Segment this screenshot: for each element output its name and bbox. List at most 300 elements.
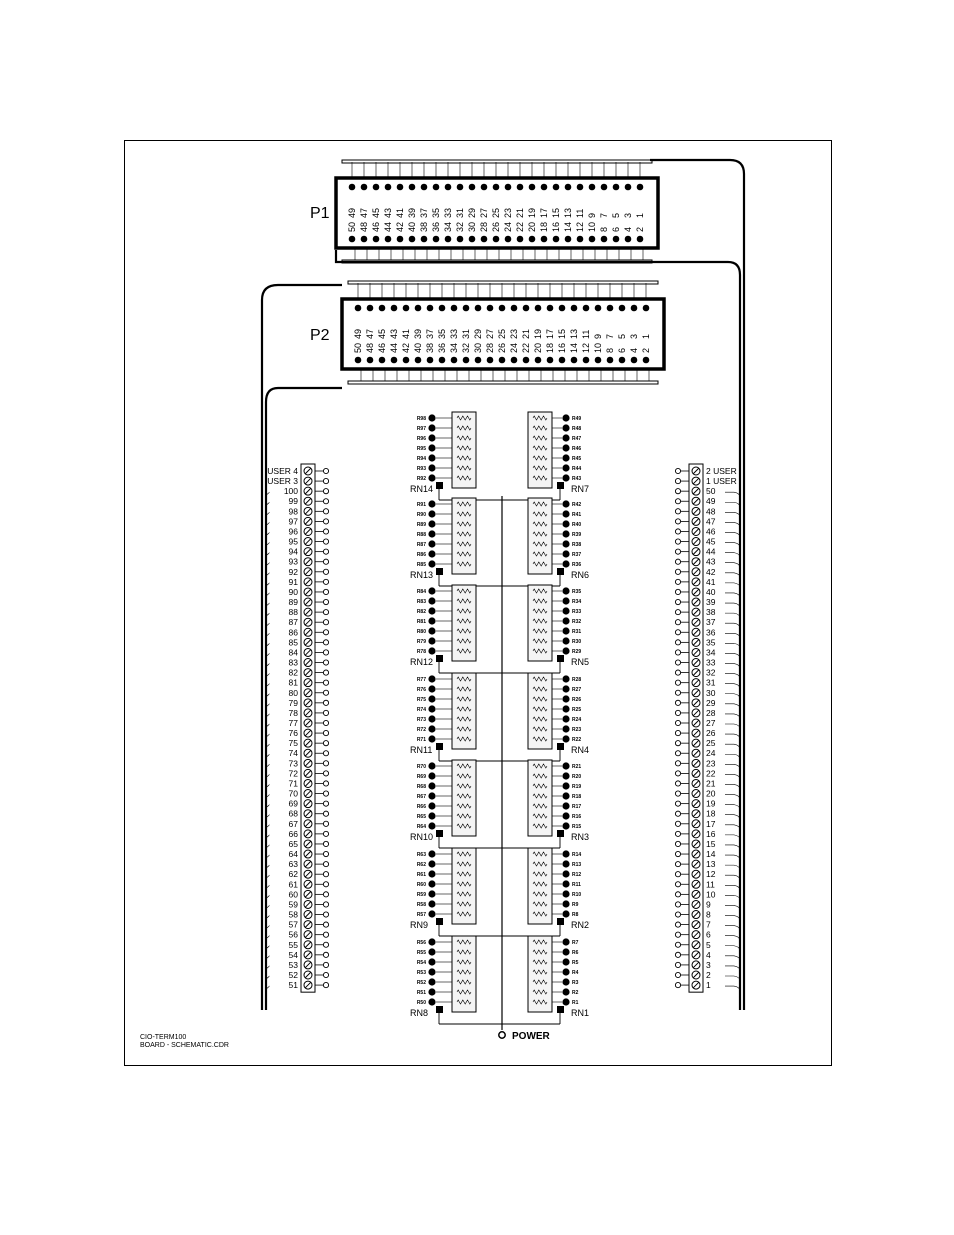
pin-label-R72: R72 [416,727,426,733]
rn-label-RN1: RN1 [571,1008,590,1018]
pin-pad-R17 [562,802,569,809]
pin-pad-R18 [562,792,569,799]
pin-label-R71: R71 [416,737,426,743]
rn-package [528,936,552,1012]
terminal-label-43: 43 [706,556,716,567]
pin-20-dot [535,357,542,364]
cable-wire [725,674,740,679]
pin-35-label: 35 [431,207,441,218]
rn-package [528,498,552,574]
test-point [323,932,328,937]
pin-27-dot [487,305,494,312]
pin-46-label: 46 [377,342,387,353]
pin-label-R15: R15 [572,824,582,830]
test-point [675,489,680,494]
test-point [675,862,680,867]
pin-31-dot [457,184,464,191]
pin-label-R6: R6 [572,950,579,956]
cable-wire [725,956,740,961]
pin-label-R22: R22 [572,737,582,743]
rn-common-pin [436,1006,443,1013]
pin-label-R86: R86 [416,552,426,558]
pin-7-dot [607,305,614,312]
pin-pad-R21 [562,762,569,769]
pin-49-label: 49 [353,328,363,339]
resistor-network-RN4 [502,673,589,761]
terminal-label-35: 35 [706,637,716,648]
cable-wire [725,905,740,910]
terminal-label-67: 67 [288,818,298,829]
pin-pad-R40 [562,520,569,527]
pin-44-dot [385,236,392,243]
pin-14-label: 14 [569,342,579,353]
pin-label-R24: R24 [572,717,582,723]
test-point [323,569,328,574]
cable-wire [725,724,740,729]
pin-pad-R87 [428,540,435,547]
pin-30-dot [475,357,482,364]
terminal-label-33: 33 [706,657,716,668]
pin-49-label: 49 [347,207,357,218]
pin-pad-R77 [428,675,435,682]
terminal-label-42: 42 [706,566,716,577]
pin-34-label: 34 [443,221,453,232]
pin-37-label: 37 [419,207,429,218]
pin-pad-R10 [562,890,569,897]
pin-18-dot [547,357,554,364]
terminal-label-55: 55 [288,939,298,950]
pin-label-R53: R53 [416,970,426,976]
cable-wire [725,926,740,931]
pin-pad-R26 [562,695,569,702]
pin-1-label: 1 [641,333,651,339]
pin-pad-R98 [428,414,435,421]
test-point [323,791,328,796]
test-point [675,499,680,504]
pin-22-label: 22 [521,342,531,353]
terminal-label-98: 98 [288,506,298,517]
pin-pad-R2 [562,988,569,995]
test-point [323,972,328,977]
test-point [675,902,680,907]
pin-label-R47: R47 [572,436,582,442]
pin-label-R83: R83 [416,599,426,605]
pin-pad-R12 [562,870,569,877]
pin-label-R14: R14 [572,852,582,858]
pin-pad-R16 [562,812,569,819]
pin-31-label: 31 [455,207,465,218]
pin-33-dot [445,184,452,191]
pin-label-R44: R44 [572,466,582,472]
pin-label-R11: R11 [572,882,581,888]
terminal-label-23: 23 [706,758,716,769]
pin-label-R56: R56 [416,940,426,946]
pin-pad-R75 [428,695,435,702]
test-point [323,589,328,594]
ribbon-top-edge [348,281,658,284]
terminal-label-28: 28 [706,707,716,718]
pin-43-dot [385,184,392,191]
pin-pad-R81 [428,617,435,624]
pin-11-label: 11 [581,329,591,339]
rn-label-RN6: RN6 [571,570,590,580]
terminal-label-27: 27 [706,718,716,728]
pin-label-R45: R45 [572,456,582,462]
pin-label-R55: R55 [416,950,426,956]
cable-wire [725,664,740,669]
terminal-label-9: 9 [706,899,711,910]
pin-8-label: 8 [599,226,609,232]
pin-pad-R29 [562,647,569,654]
ribbon-bottom-edge [348,381,658,384]
pin-12-label: 12 [575,221,585,232]
test-point [675,841,680,846]
pin-29-label: 29 [467,207,477,218]
cable-wire [725,774,740,779]
terminal-label-53: 53 [288,959,298,970]
pin-pad-R6 [562,948,569,955]
test-point [323,912,328,917]
terminal-label-38: 38 [706,607,716,618]
pin-13-label: 13 [563,207,573,218]
terminal-label-22: 22 [706,768,716,779]
test-point [323,640,328,645]
ribbon-cables [262,160,744,1010]
pin-label-R78: R78 [416,649,426,655]
pin-15-dot [559,305,566,312]
rn-common-pin [557,482,564,489]
pin-pad-R62 [428,860,435,867]
test-point [675,771,680,776]
pin-15-label: 15 [551,207,561,218]
pin-41-dot [397,184,404,191]
resistor-network-RN6 [502,498,589,586]
rn-label-RN11: RN11 [410,745,433,755]
pin-label-R46: R46 [572,446,582,452]
resistor-network-RN9 [410,848,502,936]
test-point [323,741,328,746]
rn-package [528,673,552,749]
pin-label-R54: R54 [416,960,426,966]
terminal-label-62: 62 [288,869,298,880]
pin-pad-R78 [428,647,435,654]
terminal-label-48: 48 [706,506,716,517]
pin-pad-R90 [428,510,435,517]
cable-wire [725,835,740,840]
cable-wire [725,865,740,870]
pin-label-R79: R79 [416,639,426,645]
pin-pad-R42 [562,500,569,507]
pin-label-R17: R17 [572,804,582,810]
pin-42-dot [403,357,410,364]
pin-8-dot [607,357,614,364]
pin-24-label: 24 [509,342,519,353]
test-point [675,831,680,836]
pin-16-label: 16 [557,342,567,353]
pin-pad-R85 [428,560,435,567]
pin-41-dot [403,305,410,312]
test-point [675,801,680,806]
terminal-label-26: 26 [706,728,716,739]
test-point [323,539,328,544]
pin-label-R77: R77 [416,677,426,683]
test-point [675,700,680,705]
pin-26-dot [499,357,506,364]
pin-3-label: 3 [629,333,639,339]
test-point [675,610,680,615]
terminal-label-85: 85 [288,637,298,648]
pin-33-label: 33 [443,207,453,218]
cable-wire [725,764,740,769]
test-point [323,841,328,846]
test-point [323,650,328,655]
cable-wire [725,653,740,658]
pin-label-R40: R40 [572,522,582,528]
pin-pad-R50 [428,998,435,1005]
pin-label-R43: R43 [572,476,582,482]
pin-39-dot [415,305,422,312]
test-point [675,872,680,877]
pin-label-R84: R84 [416,589,426,595]
power-test-point [499,1032,505,1038]
terminal-label-49: 49 [706,496,716,507]
test-point [675,811,680,816]
pin-pad-R43 [562,474,569,481]
pin-label-R58: R58 [416,902,426,908]
pin-label-R21: R21 [572,764,582,770]
pin-24-dot [505,236,512,243]
test-point [323,962,328,967]
terminal-label-29: 29 [706,697,716,708]
pin-13-label: 13 [569,328,579,339]
pin-label-R29: R29 [572,649,582,655]
resistor-network-RN2 [502,848,589,936]
pin-label-R90: R90 [416,512,426,518]
terminal-label-7: 7 [706,919,711,930]
terminal-label-88: 88 [288,607,298,618]
cable-wire [725,754,740,759]
cable-wire [725,684,740,689]
pin-label-R2: R2 [572,990,579,996]
terminal-label-11: 11 [706,879,715,890]
pin-45-label: 45 [371,207,381,218]
test-point [323,902,328,907]
terminal-label-70: 70 [288,788,298,799]
pin-46-label: 46 [371,221,381,232]
test-point [323,620,328,625]
pin-36-dot [433,236,440,243]
pin-label-R27: R27 [572,687,582,693]
terminal-label-18: 18 [706,808,716,819]
terminal-label-2 USER: 2 USER [706,466,737,476]
terminal-label-34: 34 [706,647,716,658]
pin-18-label: 18 [539,221,549,232]
ribbon-top-edge [342,160,652,163]
rn-label-RN9: RN9 [410,920,429,930]
pin-33-dot [451,305,458,312]
cable-wire [725,573,740,578]
pin-pad-R28 [562,675,569,682]
pin-32-label: 32 [461,342,471,353]
pin-label-R41: R41 [572,512,582,518]
pin-label-R59: R59 [416,892,426,898]
pin-pad-R27 [562,685,569,692]
pin-pad-R47 [562,434,569,441]
pin-1-dot [637,184,644,191]
pin-30-dot [469,236,476,243]
pin-label-R28: R28 [572,677,582,683]
test-point [675,710,680,715]
pin-pad-R20 [562,772,569,779]
rn-label-RN3: RN3 [571,832,590,842]
terminal-label-5: 5 [706,939,711,950]
test-point [675,620,680,625]
pin-pad-R5 [562,958,569,965]
cable-wire [725,784,740,789]
test-point [323,630,328,635]
pin-label-R95: R95 [416,446,426,452]
pin-15-label: 15 [557,328,567,339]
pin-12-dot [583,357,590,364]
pin-49-dot [349,184,356,191]
test-point [675,912,680,917]
pin-label-R35: R35 [572,589,582,595]
test-point [323,700,328,705]
test-point [323,549,328,554]
pin-10-dot [595,357,602,364]
test-point [323,801,328,806]
pin-10-label: 10 [593,342,603,353]
pin-label-R50: R50 [416,1000,426,1006]
rn-label-RN4: RN4 [571,745,590,755]
pin-pad-R56 [428,938,435,945]
terminal-label-32: 32 [706,667,716,678]
pin-48-dot [367,357,374,364]
terminal-label-91: 91 [288,576,298,587]
pin-47-dot [367,305,374,312]
terminal-label-92: 92 [288,566,298,577]
pin-label-R69: R69 [416,774,426,780]
pin-29-dot [469,184,476,191]
pin-10-dot [589,236,596,243]
terminal-label-46: 46 [706,526,716,537]
pin-pad-R49 [562,414,569,421]
pin-pad-R44 [562,464,569,471]
terminal-label-16: 16 [706,828,716,839]
pin-label-R7: R7 [572,940,579,946]
terminal-label-64: 64 [288,849,298,860]
pin-label-R87: R87 [416,542,426,548]
pin-37-dot [427,305,434,312]
pin-3-dot [625,184,632,191]
pin-pad-R96 [428,434,435,441]
pin-23-dot [505,184,512,191]
terminal-label-25: 25 [706,738,716,749]
resistor-network-RN12 [410,585,502,673]
pin-34-label: 34 [449,342,459,353]
terminal-label-USER 3: USER 3 [267,476,298,487]
pin-label-R38: R38 [572,542,582,548]
pin-43-label: 43 [389,328,399,339]
cable-wire [725,966,740,971]
terminal-label-90: 90 [288,586,298,597]
pin-26-label: 26 [491,221,501,232]
test-point [675,519,680,524]
rn-label-RN2: RN2 [571,920,590,930]
test-point [675,922,680,927]
pin-5-label: 5 [617,333,627,339]
test-point [675,640,680,645]
pin-label-R51: R51 [416,990,426,996]
test-point [323,892,328,897]
pin-label-R82: R82 [416,609,426,615]
resistor-network-RN5 [502,585,589,673]
pin-1-dot [643,305,650,312]
pin-2-label: 2 [635,226,645,232]
pin-label-R19: R19 [572,784,582,790]
pin-43-label: 43 [383,207,393,218]
pin-label-R81: R81 [416,619,426,625]
rn-package [528,585,552,661]
test-point [675,559,680,564]
pin-pad-R74 [428,705,435,712]
test-point [323,781,328,786]
terminal-label-6: 6 [706,929,711,940]
terminal-label-50: 50 [706,486,716,497]
cable-wire [725,815,740,820]
terminal-label-4: 4 [706,949,711,960]
resistor-network-RN1 [502,936,589,1024]
pin-pad-R54 [428,958,435,965]
pin-label-R65: R65 [416,814,426,820]
terminal-label-19: 19 [706,798,716,809]
pin-pad-R57 [428,910,435,917]
pin-10-label: 10 [587,221,597,232]
pin-pad-R15 [562,822,569,829]
terminal-label-54: 54 [288,949,298,960]
test-point [675,730,680,735]
terminal-label-79: 79 [288,697,298,708]
pin-36-label: 36 [431,221,441,232]
cable-wire [725,593,740,598]
terminal-label-12: 12 [706,869,716,880]
cable-wire [725,563,740,568]
terminal-label-1 USER: 1 USER [706,476,737,487]
pin-label-R31: R31 [572,629,582,635]
pin-label-R66: R66 [416,804,426,810]
rn-common-pin [557,1006,564,1013]
pin-46-dot [373,236,380,243]
terminal-label-66: 66 [288,828,298,839]
pin-38-label: 38 [419,221,429,232]
rn-common-pin [557,830,564,837]
pin-pad-R80 [428,627,435,634]
pin-pad-R8 [562,910,569,917]
rn-package [528,848,552,924]
terminal-label-77: 77 [288,718,298,728]
left-terminal-block [266,464,329,992]
pin-label-R91: R91 [416,502,426,508]
pin-pad-R69 [428,772,435,779]
rn-label-RN13: RN13 [410,570,434,580]
pin-14-label: 14 [563,221,573,232]
cable-wire [725,704,740,709]
pin-43-dot [391,305,398,312]
pin-label-R25: R25 [572,707,582,713]
terminal-label-14: 14 [706,849,716,860]
connector-label: P2 [310,327,330,344]
terminal-label-74: 74 [288,748,298,759]
